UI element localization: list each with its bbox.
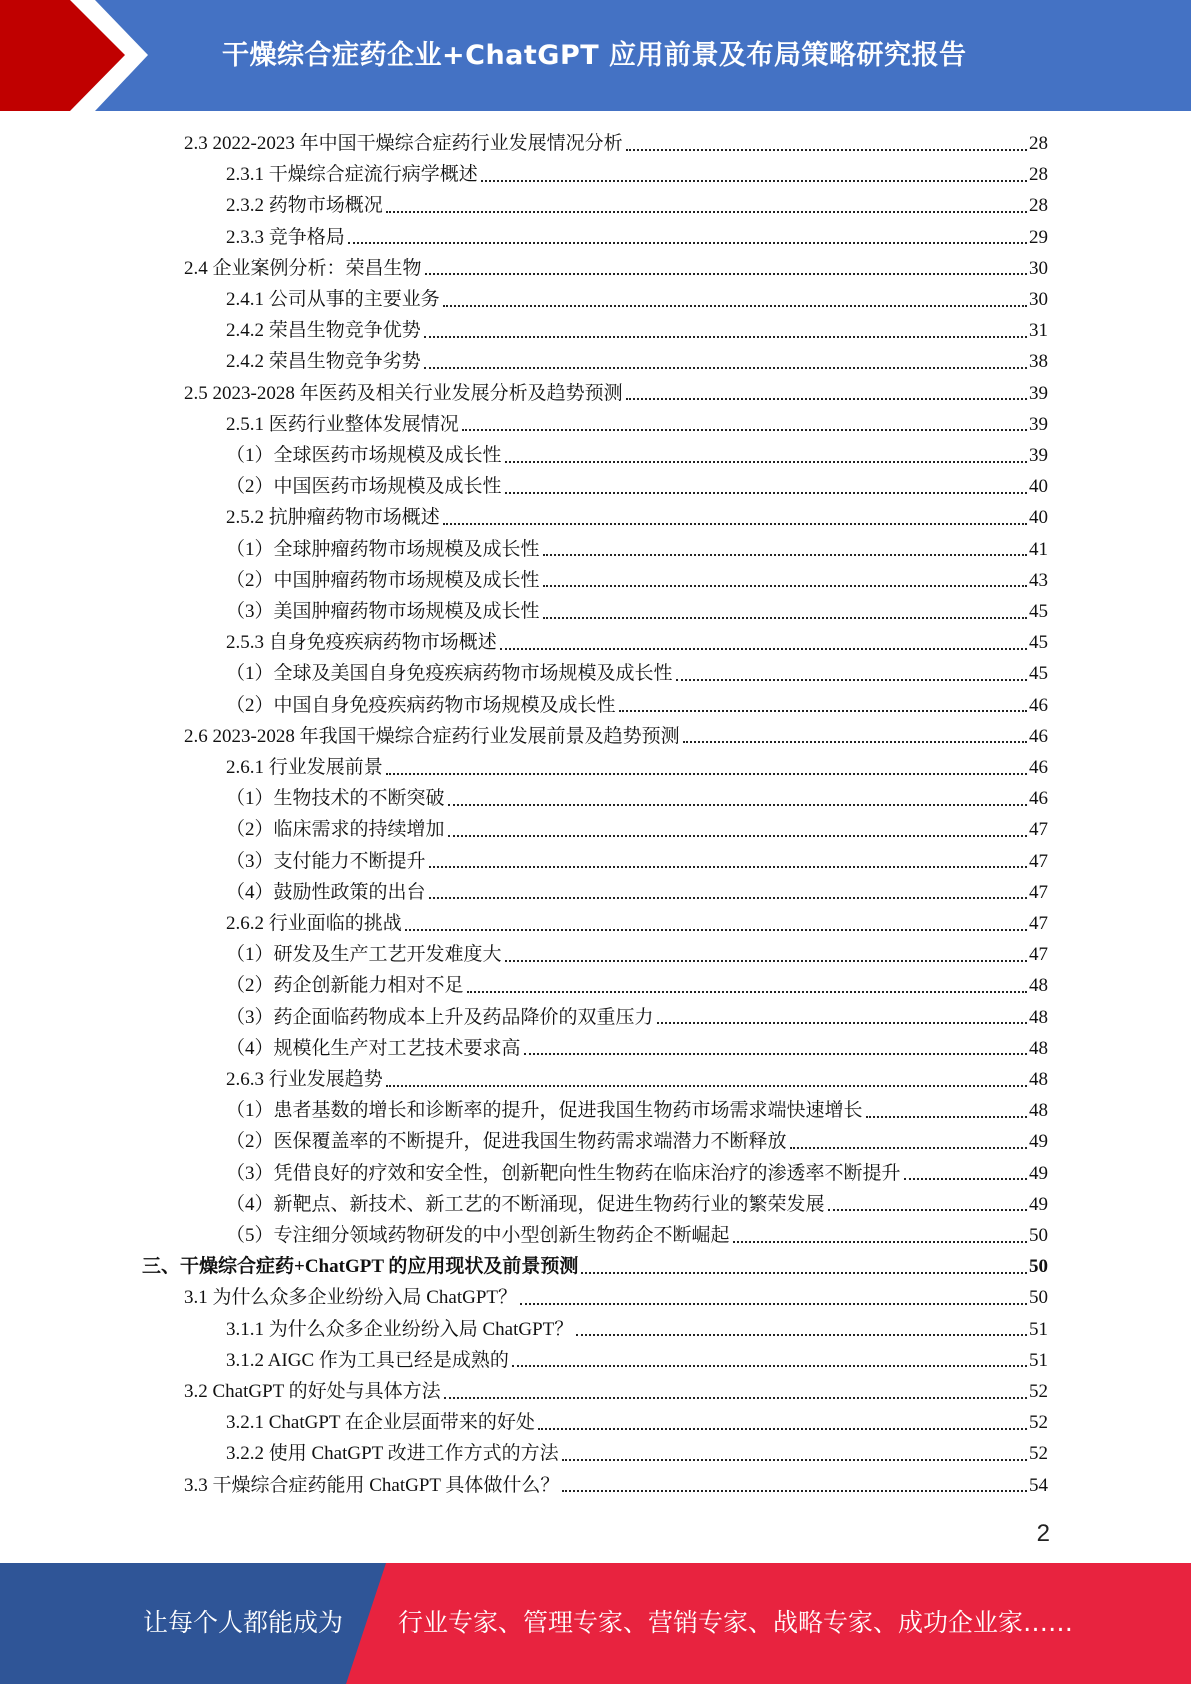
toc-entry[interactable] [226,1314,1048,1345]
toc-entry-page: 47 [1029,944,1048,966]
toc-entry-page: 39 [1029,445,1048,466]
toc-entry-label: 2.4.2 荣昌生物竞争劣势 [226,351,421,373]
toc-leader-dots [386,1085,1027,1087]
toc-entry-page: 48 [1029,1037,1048,1059]
toc-entry[interactable] [226,1095,1048,1126]
toc-leader-dots [448,835,1027,837]
toc-entry-label: 3.1.1 为什么众多企业纷纷入局 ChatGPT？ [226,1318,574,1340]
toc-entry-page: 50 [1029,1256,1048,1278]
toc-entry-label: 2.3 2022-2023 年中国干燥综合症药行业发展情况分析 [184,133,623,154]
toc-entry-page: 30 [1029,289,1048,310]
toc-leader-dots [481,180,1027,182]
toc-entry-label: 2.6.2 行业面临的挑战 [226,913,402,934]
toc-leader-dots [520,1303,1027,1305]
toc-entry[interactable] [226,1220,1048,1251]
toc-entry[interactable] [226,315,1048,346]
toc-entry[interactable] [226,1064,1048,1095]
toc-entry-page: 47 [1029,881,1048,903]
toc-entry[interactable] [226,1002,1048,1033]
toc-entry-label: 2.3.1 干燥综合症流行病学概述 [226,164,478,186]
toc-entry-page: 41 [1029,538,1048,560]
toc-leader-dots [500,648,1027,650]
toc-entry[interactable] [226,1407,1048,1438]
toc-entry-page: 47 [1029,850,1048,872]
toc-entry-page: 47 [1029,819,1048,841]
toc-leader-dots [904,1178,1027,1180]
toc-entry-label: 3.1.2 AIGC 作为工具已经是成熟的 [226,1349,509,1371]
toc-leader-dots [405,929,1027,931]
toc-entry-page: 46 [1029,694,1048,716]
toc-entry[interactable] [226,346,1048,377]
toc-entry-page: 52 [1029,1381,1048,1402]
toc-entry[interactable] [184,253,1048,284]
page-header [0,0,1191,111]
toc-entry[interactable] [226,658,1048,689]
toc-leader-dots [866,1116,1027,1118]
toc-entry-page: 50 [1029,1225,1048,1246]
toc-leader-dots [562,1490,1027,1492]
toc-leader-dots [619,710,1027,712]
toc-entry[interactable] [226,440,1048,471]
toc-entry-label: 2.4 企业案例分析：荣昌生物 [184,257,422,279]
toc-entry-page: 46 [1029,725,1048,747]
toc-leader-dots [733,1241,1027,1243]
footer-slogan-left: 让每个人都能成为 [143,1608,344,1637]
toc-entry-page: 47 [1029,913,1048,934]
toc-leader-dots [562,1459,1027,1461]
toc-entry[interactable] [184,721,1048,752]
toc-entry[interactable] [226,752,1048,783]
toc-leader-dots [543,554,1027,556]
toc-entry-page: 52 [1029,1412,1048,1434]
toc-entry-label: 2.3.2 药物市场概况 [226,195,383,217]
toc-entry[interactable] [226,970,1048,1001]
toc-entry[interactable] [226,846,1048,877]
toc-entry[interactable] [184,1376,1048,1407]
toc-leader-dots [543,585,1027,587]
toc-entry-label: 2.5.1 医药行业整体发展情况 [226,413,459,435]
toc-entry-page: 28 [1029,195,1048,217]
toc-entry[interactable] [226,565,1048,596]
toc-leader-dots [429,866,1027,868]
toc-entry-page: 51 [1029,1349,1048,1371]
toc-leader-dots [348,242,1027,244]
toc-entry-label: 2.3.3 竞争格局 [226,226,345,248]
toc-entry-label: （1）研发及生产工艺开发难度大 [226,944,502,966]
toc-entry-page: 39 [1029,382,1048,404]
toc-entry-label: （1）全球医药市场规模及成长性 [226,445,502,466]
toc-entry-label: 2.5.3 自身免疫疾病药物市场概述 [226,632,497,654]
toc-entry[interactable] [226,814,1048,845]
toc-entry-page: 30 [1029,257,1048,279]
toc-entry-label: （5）专注细分领域药物研发的中小型创新生物药企不断崛起 [226,1225,730,1246]
toc-entry[interactable] [226,502,1048,533]
toc-entry-page: 28 [1029,133,1048,154]
toc-leader-dots [444,1397,1027,1399]
toc-entry[interactable] [226,690,1048,721]
toc-entry[interactable] [226,908,1048,939]
toc-entry-page: 45 [1029,663,1048,685]
toc-entry-label: （4）新靶点、新技术、新工艺的不断涌现，促进生物药行业的繁荣发展 [226,1193,825,1215]
toc-entry-label: 2.6.3 行业发展趋势 [226,1069,383,1090]
toc-entry-page: 48 [1029,1100,1048,1122]
toc-entry[interactable] [142,1251,1048,1282]
toc-leader-dots [424,336,1027,338]
page-number: 2 [1036,1520,1050,1547]
toc-entry[interactable] [226,1189,1048,1220]
toc-entry-page: 50 [1029,1287,1048,1309]
toc-leader-dots [505,492,1027,494]
toc-entry[interactable] [226,1126,1048,1157]
toc-leader-dots [512,1365,1027,1367]
toc-entry-page: 29 [1029,226,1048,248]
toc-leader-dots [505,461,1027,463]
toc-entry-label: 2.5.2 抗肿瘤药物市场概述 [226,507,440,529]
report-title: 干燥综合症药企业+ChatGPT 应用前景及布局策略研究报告 [222,40,967,71]
toc-leader-dots [462,429,1027,431]
toc-entry[interactable] [226,1158,1048,1189]
toc-entry-label: 2.5 2023-2028 年医药及相关行业发展分析及趋势预测 [184,382,623,404]
toc-entry-label: 2.6 2023-2028 年我国干燥综合症药行业发展前景及趋势预测 [184,725,680,747]
toc-entry[interactable] [184,1282,1048,1313]
toc-entry-page: 52 [1029,1443,1048,1465]
toc-entry-label: 三、干燥综合症药+ChatGPT 的应用现状及前景预测 [142,1256,579,1278]
toc-entry-label: 3.3 干燥综合症药能用 ChatGPT 具体做什么？ [184,1474,560,1496]
toc-entry-page: 40 [1029,476,1048,498]
toc-entry[interactable] [226,159,1048,190]
toc-entry-label: （4）规模化生产对工艺技术要求高 [226,1037,521,1059]
toc-entry-label: 3.1 为什么众多企业纷纷入局 ChatGPT？ [184,1287,518,1309]
toc-entry[interactable] [226,409,1048,440]
toc-entry-page: 46 [1029,757,1048,778]
toc-entry-page: 45 [1029,601,1048,622]
toc-entry-page: 43 [1029,569,1048,591]
toc-entry[interactable] [226,284,1048,315]
toc-entry-label: （1）全球肿瘤药物市场规模及成长性 [226,538,540,560]
toc-entry[interactable] [226,222,1048,253]
toc-entry-page: 49 [1029,1162,1048,1184]
toc-leader-dots [448,804,1027,806]
toc-entry-label: （1）生物技术的不断突破 [226,788,445,810]
toc-entry-label: （2）临床需求的持续增加 [226,819,445,841]
toc-entry-page: 38 [1029,351,1048,373]
toc-entry[interactable] [226,1345,1048,1376]
toc-entry-page: 48 [1029,975,1048,997]
toc-entry-label: （4）鼓励性政策的出台 [226,881,426,903]
toc-entry-page: 39 [1029,413,1048,435]
toc-leader-dots [657,1022,1027,1024]
toc-entry-label: 2.4.2 荣昌生物竞争优势 [226,320,421,342]
toc-entry[interactable] [226,190,1048,221]
toc-entry-label: （2）中国自身免疫疾病药物市场规模及成长性 [226,694,616,716]
toc-entry-label: （2）中国医药市场规模及成长性 [226,476,502,498]
toc-leader-dots [790,1147,1027,1149]
toc-entry-label: （2）药企创新能力相对不足 [226,975,464,997]
toc-entry-label: 3.2 ChatGPT 的好处与具体方法 [184,1381,441,1402]
toc-leader-dots [429,897,1027,899]
toc-entry-page: 51 [1029,1318,1048,1340]
toc-entry[interactable] [226,471,1048,502]
toc-leader-dots [576,1334,1027,1336]
toc-entry-page: 31 [1029,320,1048,342]
toc-leader-dots [443,305,1027,307]
toc-entry-label: 2.4.1 公司从事的主要业务 [226,289,440,310]
page-footer [0,1563,1191,1684]
toc-leader-dots [386,773,1027,775]
toc-entry-label: （2）中国肿瘤药物市场规模及成长性 [226,569,540,591]
toc-entry[interactable] [226,627,1048,658]
toc-leader-dots [543,617,1027,619]
toc-leader-dots [467,991,1027,993]
footer-slogan-right: 行业专家、管理专家、营销专家、战略专家、成功企业家…… [398,1608,1074,1637]
toc-leader-dots [505,960,1027,962]
toc-leader-dots [676,679,1027,681]
toc-entry-label: （3）支付能力不断提升 [226,850,426,872]
toc-entry-page: 45 [1029,632,1048,654]
toc-entry[interactable] [226,534,1048,565]
toc-entry-label: 3.2.1 ChatGPT 在企业层面带来的好处 [226,1412,535,1434]
toc-entry[interactable] [184,128,1048,159]
toc-leader-dots [683,741,1027,743]
toc-entry-page: 46 [1029,788,1048,810]
toc-entry-page: 54 [1029,1474,1048,1496]
toc-entry-page: 48 [1029,1069,1048,1090]
toc-leader-dots [425,273,1027,275]
toc-entry[interactable] [226,1033,1048,1064]
toc-leader-dots [424,367,1027,369]
toc-leader-dots [581,1272,1027,1274]
toc-entry-label: （1）全球及美国自身免疫疾病药物市场规模及成长性 [226,663,673,685]
toc-entry-label: （2）医保覆盖率的不断提升，促进我国生物药需求端潜力不断释放 [226,1131,787,1153]
toc-leader-dots [538,1428,1027,1430]
toc-entry-label: （3）药企面临药物成本上升及药品降价的双重压力 [226,1006,654,1028]
toc-entry-label: 2.6.1 行业发展前景 [226,757,383,778]
toc-entry[interactable] [184,378,1048,409]
toc-entry-page: 48 [1029,1006,1048,1028]
toc-leader-dots [524,1053,1027,1055]
toc-entry-page: 28 [1029,164,1048,186]
toc-entry-page: 49 [1029,1131,1048,1153]
toc-entry-page: 40 [1029,507,1048,529]
toc-leader-dots [828,1209,1027,1211]
toc-entry-label: 3.2.2 使用 ChatGPT 改进工作方式的方法 [226,1443,559,1465]
toc-entry-page: 49 [1029,1193,1048,1215]
toc-entry[interactable] [226,596,1048,627]
toc-entry-label: （3）美国肿瘤药物市场规模及成长性 [226,601,540,622]
toc-entry[interactable] [226,939,1048,970]
toc-entry[interactable] [184,1470,1048,1501]
toc-entry[interactable] [226,1438,1048,1469]
toc-leader-dots [443,523,1027,525]
toc-entry-label: （1）患者基数的增长和诊断率的提升，促进我国生物药市场需求端快速增长 [226,1100,863,1122]
toc-leader-dots [386,211,1027,213]
toc-leader-dots [626,398,1027,400]
toc-entry[interactable] [226,783,1048,814]
toc-entry[interactable] [226,877,1048,908]
toc-leader-dots [626,149,1027,151]
toc-entry-label: （3）凭借良好的疗效和安全性，创新靶向性生物药在临床治疗的渗透率不断提升 [226,1162,901,1184]
